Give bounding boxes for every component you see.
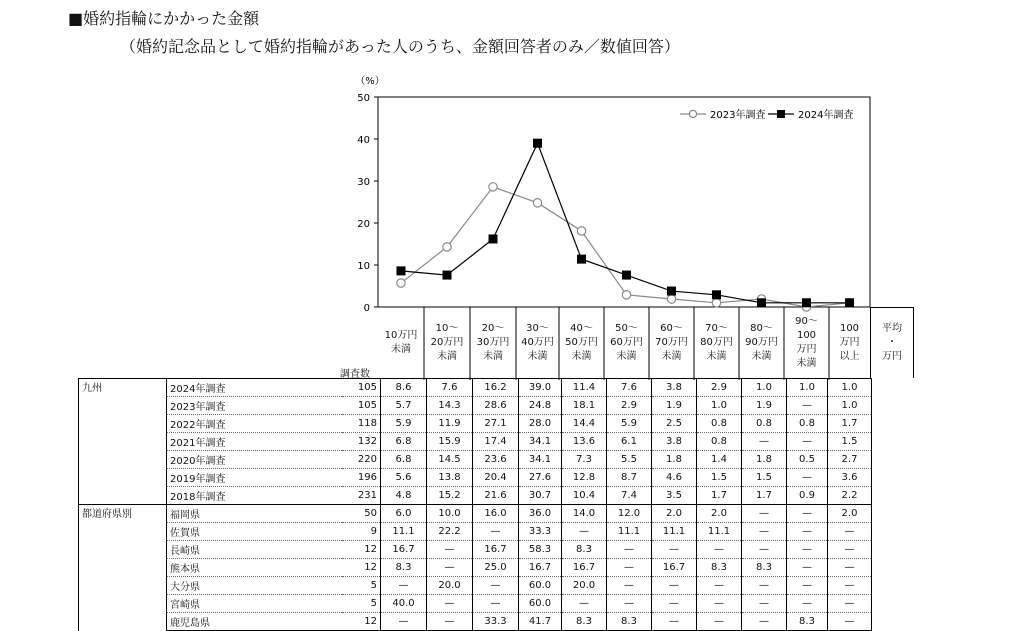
- table-cell: 1.9: [652, 397, 697, 415]
- legend-label: 2024年調査: [798, 110, 854, 121]
- table-cell: 1.5: [697, 469, 742, 487]
- table-cell: 1.7: [742, 487, 787, 505]
- sample-count: 5: [342, 595, 381, 613]
- table-cell: —: [381, 577, 427, 595]
- column-header: [739, 322, 785, 364]
- row-label: 2024年調査: [167, 379, 342, 397]
- legend-label: 2023年調査: [710, 110, 766, 121]
- table-row: [79, 379, 872, 397]
- data-point-circle: [489, 183, 497, 191]
- column-header-line: 30万円: [476, 337, 510, 348]
- table-cell: 0.8: [697, 433, 742, 451]
- column-header-line: ・: [887, 337, 897, 348]
- table-cell: 5.9: [381, 415, 427, 433]
- table-cell: 14.0: [562, 505, 607, 523]
- table-cell: 1.0: [697, 397, 742, 415]
- column-header: [515, 322, 561, 364]
- table-cell: —: [562, 523, 607, 541]
- table-cell: 3.5: [652, 487, 697, 505]
- table-cell: 18.1: [562, 397, 607, 415]
- column-header: [470, 322, 516, 364]
- table-cell: —: [427, 613, 473, 631]
- table-cell: —: [828, 559, 872, 577]
- y-tick-label: 40: [357, 135, 370, 146]
- table-cell: —: [473, 595, 519, 613]
- table-cell: 11.1: [381, 523, 427, 541]
- column-header: [784, 315, 830, 371]
- y-unit-label: （%）: [355, 76, 385, 87]
- table-row: [79, 523, 872, 541]
- table-cell: 16.7: [652, 559, 697, 577]
- table-cell: 14.5: [427, 451, 473, 469]
- row-label: 2018年調査: [167, 487, 342, 505]
- table-cell: 1.8: [742, 451, 787, 469]
- sample-count: 12: [342, 559, 381, 577]
- table-cell: 39.0: [519, 379, 562, 397]
- column-header-line: 70～: [705, 323, 728, 334]
- row-label: 2022年調査: [167, 415, 342, 433]
- column-header-line: 90～: [795, 316, 818, 327]
- column-header: [869, 322, 915, 364]
- table-cell: 0.8: [697, 415, 742, 433]
- table-cell: 20.0: [562, 577, 607, 595]
- table-cell: 20.0: [427, 577, 473, 595]
- table-cell: 2.0: [652, 505, 697, 523]
- table-cell: 6.8: [381, 433, 427, 451]
- table-cell: 24.8: [519, 397, 562, 415]
- table-cell: —: [787, 577, 828, 595]
- table-cell: 1.4: [697, 451, 742, 469]
- column-header: [649, 322, 695, 364]
- table-cell: 34.1: [519, 451, 562, 469]
- row-label: 2023年調査: [167, 397, 342, 415]
- table-cell: 8.6: [381, 379, 427, 397]
- table-cell: 4.8: [381, 487, 427, 505]
- table-cell: 1.9: [742, 397, 787, 415]
- table-cell: —: [427, 541, 473, 559]
- table-cell: 11.1: [607, 523, 652, 541]
- table-cell: 11.9: [427, 415, 473, 433]
- y-tick-label: 10: [357, 261, 370, 272]
- table-cell: 13.8: [427, 469, 473, 487]
- column-header-line: 10万円: [384, 330, 418, 341]
- table-row: [79, 415, 872, 433]
- table-cell: 33.3: [519, 523, 562, 541]
- column-header-line: 40～: [570, 323, 593, 334]
- table-cell: —: [742, 433, 787, 451]
- table-cell: 22.2: [427, 523, 473, 541]
- table-cell: 15.2: [427, 487, 473, 505]
- column-header-line: 100: [796, 330, 817, 341]
- data-point-square: [667, 287, 676, 296]
- table-cell: 10.0: [427, 505, 473, 523]
- y-tick-label: 50: [357, 93, 370, 104]
- table-cell: 2.9: [607, 397, 652, 415]
- table-cell: 2.0: [828, 505, 872, 523]
- table-cell: —: [742, 613, 787, 631]
- table-cell: 28.0: [519, 415, 562, 433]
- series-line-1: [401, 187, 850, 307]
- column-header-line: 平均: [882, 323, 902, 334]
- sample-count: 12: [342, 541, 381, 559]
- table-cell: 2.5: [652, 415, 697, 433]
- table-cell: 1.7: [697, 487, 742, 505]
- table-row: [79, 541, 872, 559]
- table-cell: 1.0: [828, 379, 872, 397]
- table-cell: 33.3: [473, 613, 519, 631]
- table-cell: —: [697, 577, 742, 595]
- table-cell: —: [697, 541, 742, 559]
- table-cell: 11.1: [697, 523, 742, 541]
- table-cell: 7.3: [562, 451, 607, 469]
- column-header: [424, 322, 470, 364]
- data-point-square: [622, 271, 631, 280]
- table-cell: —: [828, 523, 872, 541]
- table-cell: —: [742, 577, 787, 595]
- column-header: [694, 322, 740, 364]
- table-cell: 7.6: [427, 379, 473, 397]
- data-point-square: [802, 298, 811, 307]
- legend-marker-square: [777, 110, 785, 118]
- sample-count: 118: [342, 415, 381, 433]
- row-label: 佐賀県: [167, 523, 342, 541]
- table-cell: 2.0: [697, 505, 742, 523]
- column-header-line: 万円: [882, 351, 902, 362]
- column-header-line: 未満: [796, 358, 817, 369]
- column-header-line: 未満: [437, 351, 457, 362]
- group-label: 九州: [79, 379, 167, 505]
- table-cell: 2.7: [828, 451, 872, 469]
- table-cell: —: [742, 523, 787, 541]
- table-cell: 6.8: [381, 451, 427, 469]
- table-cell: 8.3: [562, 541, 607, 559]
- row-label: 2020年調査: [167, 451, 342, 469]
- table-cell: —: [787, 469, 828, 487]
- table-cell: 0.9: [787, 487, 828, 505]
- data-point-square: [845, 298, 854, 307]
- data-point-circle: [577, 227, 585, 235]
- sample-count: 9: [342, 523, 381, 541]
- column-header-line: 万円: [839, 337, 860, 348]
- table-cell: 30.7: [519, 487, 562, 505]
- legend-marker-circle: [689, 110, 696, 117]
- table-cell: 5.6: [381, 469, 427, 487]
- table-cell: 12.0: [607, 505, 652, 523]
- table-row: [79, 595, 872, 613]
- table-cell: 7.4: [607, 487, 652, 505]
- table-cell: 60.0: [519, 577, 562, 595]
- column-header-line: 未満: [661, 351, 682, 362]
- table-cell: —: [828, 577, 872, 595]
- column-header-line: 未満: [616, 351, 637, 362]
- y-tick-label: 0: [363, 303, 370, 314]
- table-cell: 58.3: [519, 541, 562, 559]
- table-cell: 11.1: [652, 523, 697, 541]
- y-tick-label: 20: [357, 219, 370, 230]
- table-cell: 1.5: [828, 433, 872, 451]
- table-cell: —: [473, 523, 519, 541]
- table-cell: 16.0: [473, 505, 519, 523]
- table-cell: 10.4: [562, 487, 607, 505]
- table-cell: 40.0: [381, 595, 427, 613]
- column-header-line: 10～: [435, 323, 459, 334]
- table-cell: —: [742, 541, 787, 559]
- table-cell: 17.4: [473, 433, 519, 451]
- column-header-line: 万円: [796, 344, 817, 355]
- data-table: [78, 378, 872, 631]
- table-cell: 28.6: [473, 397, 519, 415]
- sample-count: 5: [342, 577, 381, 595]
- table-cell: 3.8: [652, 433, 697, 451]
- table-cell: —: [697, 613, 742, 631]
- table-cell: 16.7: [562, 559, 607, 577]
- table-cell: 8.3: [787, 613, 828, 631]
- column-header-line: 40万円: [521, 337, 554, 348]
- y-tick-label: 30: [357, 177, 370, 188]
- column-header-line: 未満: [483, 351, 503, 362]
- data-point-circle: [712, 299, 720, 307]
- column-header: [559, 322, 605, 364]
- sample-count: 105: [342, 397, 381, 415]
- table-cell: 36.0: [519, 505, 562, 523]
- data-point-circle: [443, 243, 451, 251]
- table-cell: 11.4: [562, 379, 607, 397]
- column-header-line: 80～: [750, 323, 773, 334]
- sample-count: 105: [342, 379, 381, 397]
- table-cell: 16.7: [519, 559, 562, 577]
- page-title: ■婚約指輪にかかった金額: [68, 9, 260, 28]
- table-cell: 5.5: [607, 451, 652, 469]
- table-cell: —: [787, 523, 828, 541]
- table-cell: —: [473, 577, 519, 595]
- sample-count: 231: [342, 487, 381, 505]
- table-cell: —: [607, 595, 652, 613]
- table-cell: —: [787, 397, 828, 415]
- data-point-circle: [622, 291, 630, 299]
- sample-count: 220: [342, 451, 381, 469]
- table-cell: —: [828, 613, 872, 631]
- table-cell: 1.0: [828, 397, 872, 415]
- table-cell: 60.0: [519, 595, 562, 613]
- column-header-line: 50～: [615, 323, 638, 334]
- group-label: 都道府県別: [79, 505, 167, 631]
- table-row: [79, 505, 872, 523]
- table-row: [79, 613, 872, 631]
- table-cell: 14.3: [427, 397, 473, 415]
- table-cell: 13.6: [562, 433, 607, 451]
- column-header-line: 20～: [481, 323, 505, 334]
- table-cell: 8.3: [742, 559, 787, 577]
- table-cell: 3.8: [652, 379, 697, 397]
- column-header-line: 未満: [751, 351, 772, 362]
- table-cell: 16.7: [473, 541, 519, 559]
- table-row: [79, 577, 872, 595]
- row-label: 2019年調査: [167, 469, 342, 487]
- table-cell: 12.8: [562, 469, 607, 487]
- data-point-circle: [397, 279, 405, 287]
- table-row: [79, 559, 872, 577]
- table-cell: 5.7: [381, 397, 427, 415]
- column-header-line: 以上: [839, 351, 860, 362]
- table-cell: 8.3: [697, 559, 742, 577]
- table-cell: —: [787, 541, 828, 559]
- sample-count: 132: [342, 433, 381, 451]
- table-cell: 25.0: [473, 559, 519, 577]
- table-cell: —: [607, 577, 652, 595]
- table-cell: 34.1: [519, 433, 562, 451]
- row-label: 2021年調査: [167, 433, 342, 451]
- table-cell: —: [828, 595, 872, 613]
- table-cell: —: [562, 595, 607, 613]
- table-cell: —: [742, 595, 787, 613]
- column-header-line: 90万円: [745, 337, 778, 348]
- column-header-line: 80万円: [700, 337, 733, 348]
- table-cell: 14.4: [562, 415, 607, 433]
- column-header-line: 30～: [526, 323, 549, 334]
- table-cell: —: [652, 541, 697, 559]
- row-label: 長崎県: [167, 541, 342, 559]
- table-cell: 1.8: [652, 451, 697, 469]
- table-cell: —: [828, 541, 872, 559]
- table-cell: 8.3: [381, 559, 427, 577]
- table-cell: 1.7: [828, 415, 872, 433]
- table-cell: 0.8: [742, 415, 787, 433]
- data-point-square: [577, 255, 586, 264]
- table-cell: —: [742, 505, 787, 523]
- table-cell: 16.2: [473, 379, 519, 397]
- table-cell: 8.7: [607, 469, 652, 487]
- table-cell: —: [381, 613, 427, 631]
- table-cell: 23.6: [473, 451, 519, 469]
- table-cell: 27.6: [519, 469, 562, 487]
- data-point-circle: [533, 199, 541, 207]
- table-cell: 6.0: [381, 505, 427, 523]
- data-point-square: [443, 271, 452, 280]
- table-cell: —: [652, 595, 697, 613]
- table-cell: 4.6: [652, 469, 697, 487]
- column-header: [378, 329, 424, 357]
- table-cell: 15.9: [427, 433, 473, 451]
- table-cell: 21.6: [473, 487, 519, 505]
- table-row: [79, 487, 872, 505]
- column-header-line: 未満: [527, 351, 548, 362]
- column-header-line: 未満: [391, 344, 411, 355]
- table-cell: —: [607, 541, 652, 559]
- table-cell: —: [427, 595, 473, 613]
- sample-count: 50: [342, 505, 381, 523]
- column-header-line: 未満: [706, 351, 727, 362]
- table-cell: 1.0: [742, 379, 787, 397]
- column-header-line: 100: [839, 323, 860, 334]
- table-cell: 0.8: [787, 415, 828, 433]
- table-cell: 7.6: [607, 379, 652, 397]
- page-subtitle: （婚約記念品として婚約指輪があった人のうち、金額回答者のみ／数値回答）: [120, 37, 680, 56]
- column-header-line: 未満: [571, 351, 592, 362]
- table-cell: 8.3: [607, 613, 652, 631]
- column-header-line: 50万円: [565, 337, 598, 348]
- data-point-square: [397, 266, 406, 275]
- column-header: [604, 322, 650, 364]
- column-header: [827, 322, 873, 364]
- data-point-circle: [667, 295, 675, 303]
- table-row: [79, 451, 872, 469]
- column-header-line: 60万円: [610, 337, 643, 348]
- table-cell: 1.5: [742, 469, 787, 487]
- table-cell: 20.4: [473, 469, 519, 487]
- table-cell: 16.7: [381, 541, 427, 559]
- table-cell: —: [787, 595, 828, 613]
- table-cell: 41.7: [519, 613, 562, 631]
- table-cell: 2.2: [828, 487, 872, 505]
- table-cell: 27.1: [473, 415, 519, 433]
- table-cell: —: [787, 559, 828, 577]
- table-cell: —: [787, 433, 828, 451]
- table-cell: —: [607, 559, 652, 577]
- data-point-square: [712, 290, 721, 299]
- table-cell: 1.0: [787, 379, 828, 397]
- table-cell: —: [427, 559, 473, 577]
- row-label: 大分県: [167, 577, 342, 595]
- table-row: [79, 469, 872, 487]
- data-point-square: [533, 139, 542, 148]
- table-cell: 6.1: [607, 433, 652, 451]
- sample-count: 196: [342, 469, 381, 487]
- table-cell: —: [787, 505, 828, 523]
- table-cell: 5.9: [607, 415, 652, 433]
- sample-count-header: 調査数: [340, 369, 370, 380]
- table-cell: 8.3: [562, 613, 607, 631]
- table-row: [79, 397, 872, 415]
- table-cell: 0.5: [787, 451, 828, 469]
- table-cell: 3.6: [828, 469, 872, 487]
- table-cell: —: [652, 613, 697, 631]
- column-header-line: 70万円: [655, 337, 688, 348]
- row-label: 鹿児島県: [167, 613, 342, 631]
- table-cell: —: [697, 595, 742, 613]
- table-cell: 2.9: [697, 379, 742, 397]
- data-point-square: [757, 298, 766, 307]
- sample-count: 12: [342, 613, 381, 631]
- row-label: 宮崎県: [167, 595, 342, 613]
- table-row: [79, 433, 872, 451]
- column-header-line: 20万円: [430, 337, 464, 348]
- row-label: 熊本県: [167, 559, 342, 577]
- column-header-line: 60～: [660, 323, 683, 334]
- table-cell: —: [652, 577, 697, 595]
- data-point-square: [489, 234, 498, 243]
- row-label: 福岡県: [167, 505, 342, 523]
